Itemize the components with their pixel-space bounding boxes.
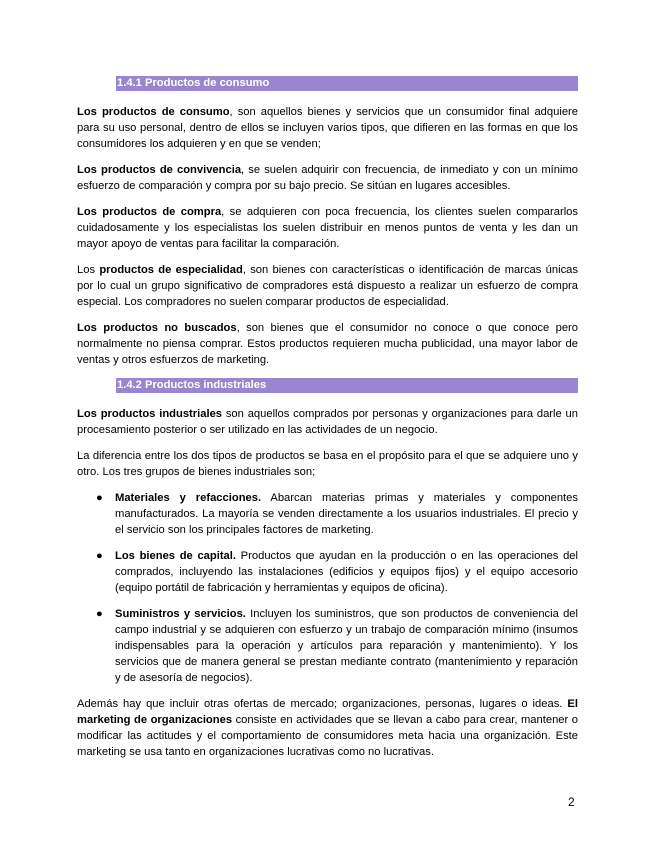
term-materiales: Materiales y refacciones. [115,492,262,504]
term-suministros: Suministros y servicios. [115,608,246,620]
closing-text: consiste en actividades que se llevan a cabo para crear, mantener o modificar las actitudes y el comportamiento de consumidores meta hacia una organización. Este marketing se usa tanto en organizaciones lucrativas como no lucrativas. [77,714,578,758]
section-heading-industriales: 1.4.2 Productos industriales [116,378,578,393]
list-item-bienes-capital [77,548,578,596]
paragraph-convivencia [77,162,578,194]
section-heading-consumo: 1.4.1 Productos de consumo [116,76,578,91]
paragraph-text: , se adquieren con poca frecuencia, los clientes suelen compararlos cuidadosamente y los especialistas los suelen distribuir en menos puntos de venta y les dan un mayor apoyo de ventas para facilitar la comparación. [77,206,578,250]
paragraph-prefix: Los [77,264,100,276]
term-marketing-organizaciones: El marketing de organizaciones [77,698,578,726]
term-convivencia: Los productos de convivencia [77,164,242,176]
paragraph-compra [77,204,578,252]
industrial-goods-list [77,490,578,686]
paragraph-no-buscados [77,320,578,368]
paragraph-industriales [77,406,578,438]
term-no-buscados: Los productos no buscados [77,322,237,334]
bullet-icon: ● [96,492,103,504]
page-content [77,76,578,760]
paragraph-text: , son bienes que el consumidor no conoce o que conoce pero normalmente no piensa comprar. Estos productos requieren mucha publicidad, una mayor labor de ventas y otros esfuerzos de marketing. [77,322,578,366]
list-item-suministros [77,606,578,686]
list-item-text: Abarcan materias primas y materiales y componentes manufacturados. La mayoría se venden directamente a los usuarios industriales. El precio y el servicio son los principales factores de marketing. [115,492,578,536]
list-item-materiales [77,490,578,538]
term-bienes-capital: Los bienes de capital. [115,550,236,562]
paragraph-consumo [77,104,578,152]
term-compra: Los productos de compra [77,206,222,218]
list-item-text: Incluyen los suministros, que son productos de conveniencia del campo industrial y se adquieren con esfuerzo y un trabajo de comparación mínimo (insumos indispensables para la operación y artículos para reparación y mantenimiento). Y los servicios que de manera general se prestan mediante contrato (mantenimiento y reparación y de asesoría de negocios). [115,608,578,684]
paragraph-text: son aquellos comprados por personas y organizaciones para darle un procesamiento posterior o ser utilizado en las actividades de un negocio. [77,408,579,436]
paragraph-text: , son aquellos bienes y servicios que un consumidor final adquiere para su uso personal, dentro de ellos se incluyen varios tipos, que difieren en las formas en que los consumidores los adquieren y en que se venden; [77,106,578,150]
closing-line: Además hay que incluir otras ofertas de mercado; organizaciones, personas, lugares o ideas. [77,698,563,710]
term-industriales: Los productos industriales [77,408,223,420]
page-number: 2 [568,795,575,809]
list-item-text: Productos que ayudan en la producción o en las operaciones del comprados, incluyendo las instalaciones (edificios y equipos fijos) y el equipo accesorio (equipo portátil de fabricación y herramientas y equipos de oficina). [115,550,578,594]
term-especialidad: productos de especialidad [99,264,243,276]
bullet-icon: ● [96,550,103,562]
paragraph-especialidad [77,262,578,310]
paragraph-closing [77,696,578,760]
bullet-icon: ● [96,608,103,620]
paragraph-text: , se suelen adquirir con frecuencia, de inmediato y con un mínimo esfuerzo de comparación y compra por su bajo precio. Se sitúan en lugares accesibles. [77,164,579,192]
term-consumo: Los productos de consumo [77,106,230,118]
paragraph-text: , son bienes con características o identificación de marcas únicas por lo cual un grupo significativo de compradores está dispuesto a realizar un esfuerzo de compra especial. Los compradores no suelen comparar productos de especialidad. [77,264,578,308]
paragraph-diferencia: La diferencia entre los dos tipos de productos se basa en el propósito para el que se adquiere uno y otro. Los tres grupos de bienes industriales son; [77,450,578,478]
